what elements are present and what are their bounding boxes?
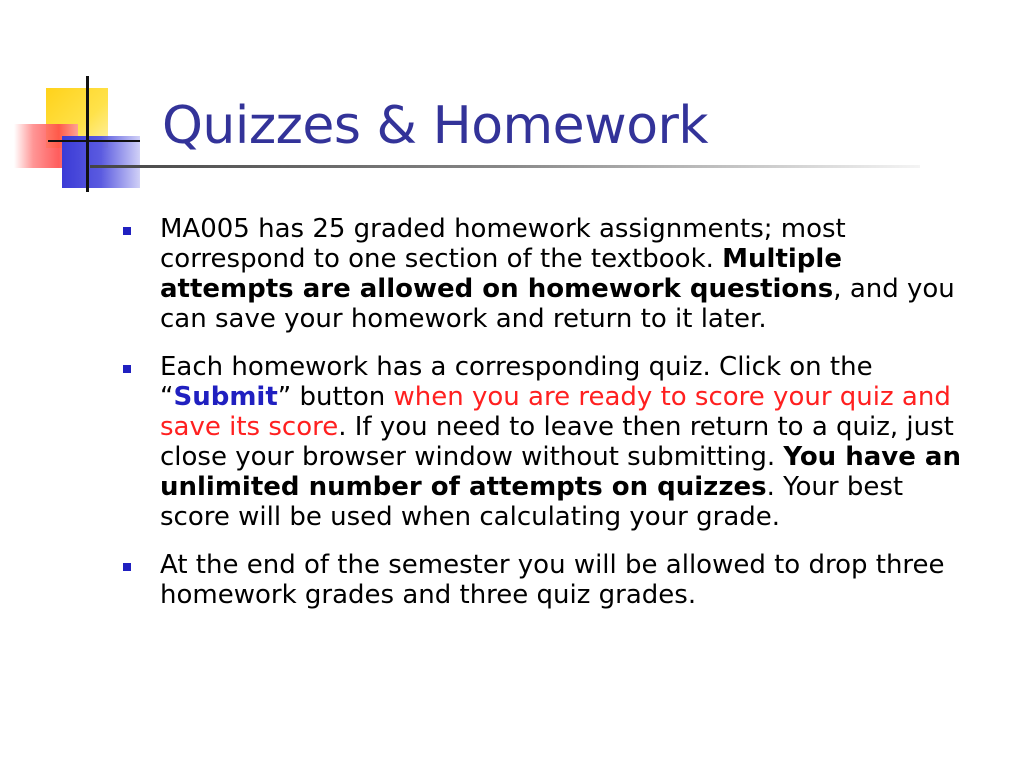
bullet-text: . Your best score will be used when calculating your grade.	[160, 472, 904, 532]
bullet-square-icon	[123, 227, 131, 235]
title-underline	[90, 165, 920, 168]
bullet-square-icon	[123, 563, 131, 571]
bullet-item-drop-grades	[120, 550, 965, 610]
logo-blue-square	[62, 136, 140, 188]
decorative-logo	[0, 0, 160, 200]
bullet-text: At the end of the semester you will be allowed to drop three homework grades and three quiz grades.	[160, 550, 945, 610]
bullet-square-icon	[123, 365, 131, 373]
logo-vertical-line	[86, 76, 89, 192]
bullet-text: ” button	[277, 382, 394, 412]
bullet-item-quiz	[120, 352, 965, 532]
bullet-item-homework	[120, 214, 965, 334]
bullet-red-text: when you are ready to score your quiz and save its score	[160, 382, 951, 442]
bullet-text: . If you need to leave then return to a quiz, just close your browser window without submitting.	[160, 412, 954, 472]
submit-keyword: Submit	[173, 382, 278, 412]
bullet-list	[120, 214, 965, 628]
slide-title: Quizzes & Homework	[162, 96, 709, 156]
bullet-text: MA005 has 25 graded homework assignments; most correspond to one section of the textbook.	[160, 214, 846, 274]
bullet-text: , and you can save your homework and return to it later.	[160, 274, 955, 334]
bullet-text: Each homework has a corresponding quiz. Click on the “	[160, 352, 873, 412]
bullet-bold-text: You have an unlimited number of attempts on quizzes	[160, 442, 961, 502]
bullet-bold-text: Multiple attempts are allowed on homework questions	[160, 244, 842, 304]
logo-horizontal-line	[48, 140, 140, 142]
